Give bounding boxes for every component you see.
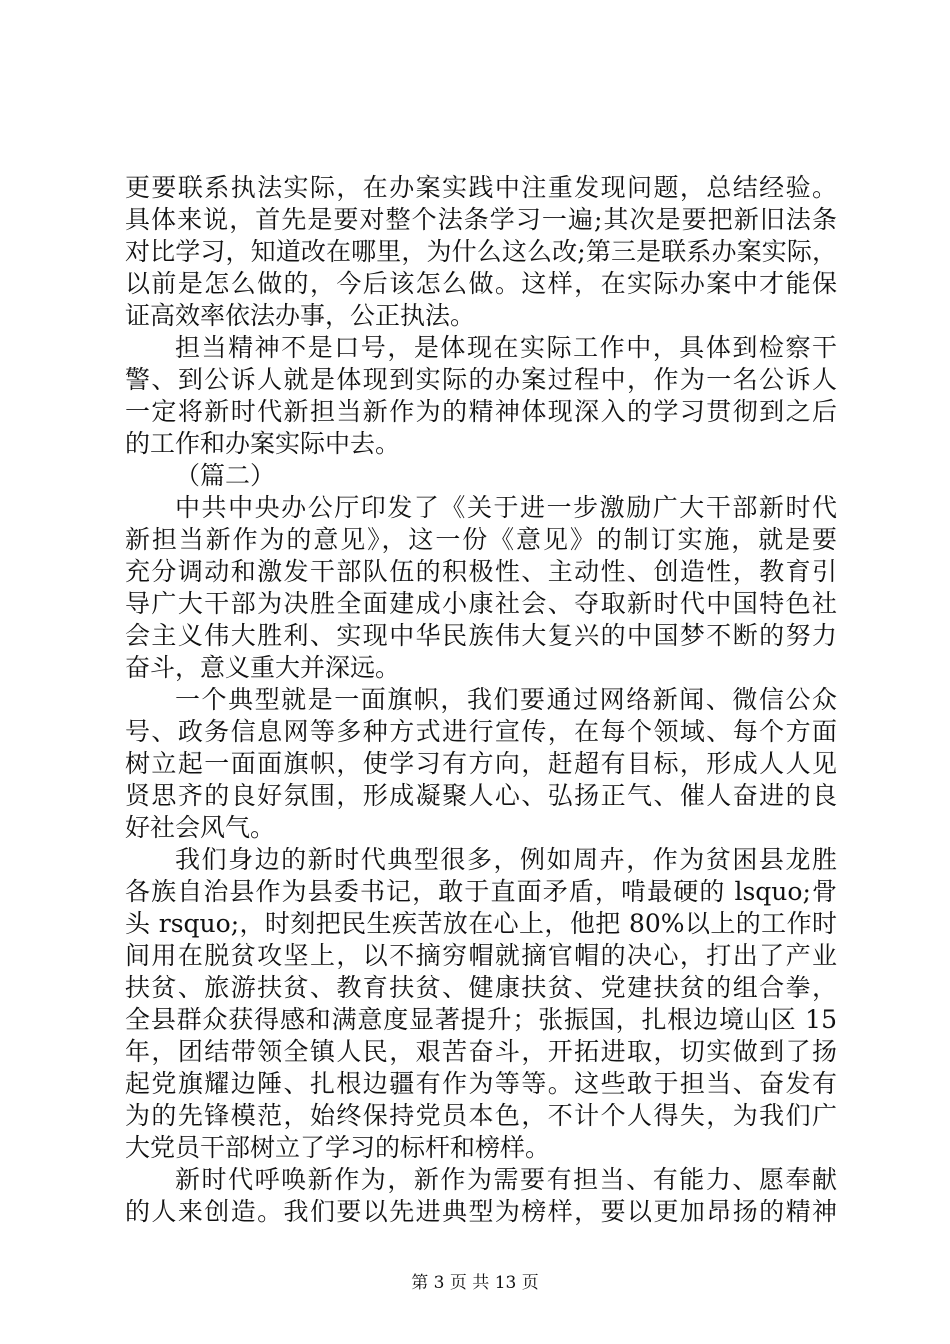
text-line: 全县群众获得感和满意度显著提升；张振国，扎根边境山区 15 xyxy=(125,1005,837,1034)
document-body xyxy=(125,172,837,1228)
page-number-footer: 第 3 页 共 13 页 xyxy=(411,1273,539,1293)
text-line: 间用在脱贫攻坚上，以不摘穷帽就摘官帽的决心，打出了产业 xyxy=(125,941,837,970)
text-line: 充分调动和激发干部队伍的积极性、主动性、创造性，教育引 xyxy=(125,557,837,586)
text-line: 扶贫、旅游扶贫、教育扶贫、健康扶贫、党建扶贫的组合拳， xyxy=(125,973,837,1002)
text-line: 导广大干部为决胜全面建成小康社会、夺取新时代中国特色社 xyxy=(125,589,837,618)
text-line: 大党员干部树立了学习的标杆和榜样。 xyxy=(125,1133,551,1162)
text-line: 更要联系执法实际，在办案实践中注重发现问题，总结经验。 xyxy=(125,173,837,202)
text-line: 一定将新时代新担当新作为的精神体现深入的学习贯彻到之后 xyxy=(125,397,837,426)
text-line: 奋斗，意义重大并深远。 xyxy=(125,653,401,682)
text-line: 对比学习，知道改在哪里，为什么这么改;第三是联系办案实际， xyxy=(125,237,837,266)
text-line: 号、政务信息网等多种方式进行宣传，在每个领域、每个方面 xyxy=(125,717,837,746)
text-line: 警、到公诉人就是体现到实际的办案过程中，作为一名公诉人 xyxy=(125,365,837,394)
section-heading xyxy=(125,460,837,492)
text-line: 以前是怎么做的，今后该怎么做。这样，在实际办案中才能保 xyxy=(125,269,837,298)
paragraph-3 xyxy=(125,492,837,684)
section-title: （篇二） xyxy=(175,461,276,490)
paragraph-6 xyxy=(125,1164,837,1228)
text-line: 担当精神不是口号，是体现在实际工作中，具体到检察干 xyxy=(175,333,837,362)
text-line: 新时代呼唤新作为，新作为需要有担当、有能力、愿奉献 xyxy=(175,1165,837,1194)
text-line: 贤思齐的良好氛围，形成凝聚人心、弘扬正气、催人奋进的良 xyxy=(125,781,837,810)
text-line: 具体来说，首先是要对整个法条学习一遍;其次是要把新旧法条 xyxy=(125,205,837,234)
text-line: 为的先锋模范，始终保持党员本色，不计个人得失，为我们广 xyxy=(125,1101,837,1130)
paragraph-2 xyxy=(125,332,837,460)
text-line: 起党旗耀边陲、扎根边疆有作为等等。这些敢于担当、奋发有 xyxy=(125,1069,837,1098)
text-line: 一个典型就是一面旗帜，我们要通过网络新闻、微信公众 xyxy=(175,685,837,714)
text-line: 新担当新作为的意见》，这一份《意见》的制订实施，就是要 xyxy=(125,525,837,554)
text-line: 好社会风气。 xyxy=(125,813,276,842)
text-line: 的工作和办案实际中去。 xyxy=(125,429,401,458)
text-line: 各族自治县作为县委书记，敢于直面矛盾，啃最硬的 lsquo;骨 xyxy=(125,877,837,906)
text-line: 树立起一面面旗帜，使学习有方向，赶超有目标，形成人人见 xyxy=(125,749,837,778)
paragraph-4 xyxy=(125,684,837,844)
text-line: 我们身边的新时代典型很多，例如周卉，作为贫困县龙胜 xyxy=(175,845,837,874)
text-line: 中共中央办公厅印发了《关于进一步激励广大干部新时代 xyxy=(175,493,837,522)
paragraph-1 xyxy=(125,172,837,332)
paragraph-5 xyxy=(125,844,837,1164)
text-line: 会主义伟大胜利、实现中华民族伟大复兴的中国梦不断的努力 xyxy=(125,621,837,650)
text-line: 证高效率依法办事，公正执法。 xyxy=(125,301,476,330)
text-line: 年，团结带领全镇人民，艰苦奋斗，开拓进取，切实做到了扬 xyxy=(125,1037,837,1066)
text-line: 头 rsquo;，时刻把民生疾苦放在心上，他把 80%以上的工作时 xyxy=(125,909,837,938)
text-line: 的人来创造。我们要以先进典型为榜样，要以更加昂扬的精神 xyxy=(125,1197,837,1226)
